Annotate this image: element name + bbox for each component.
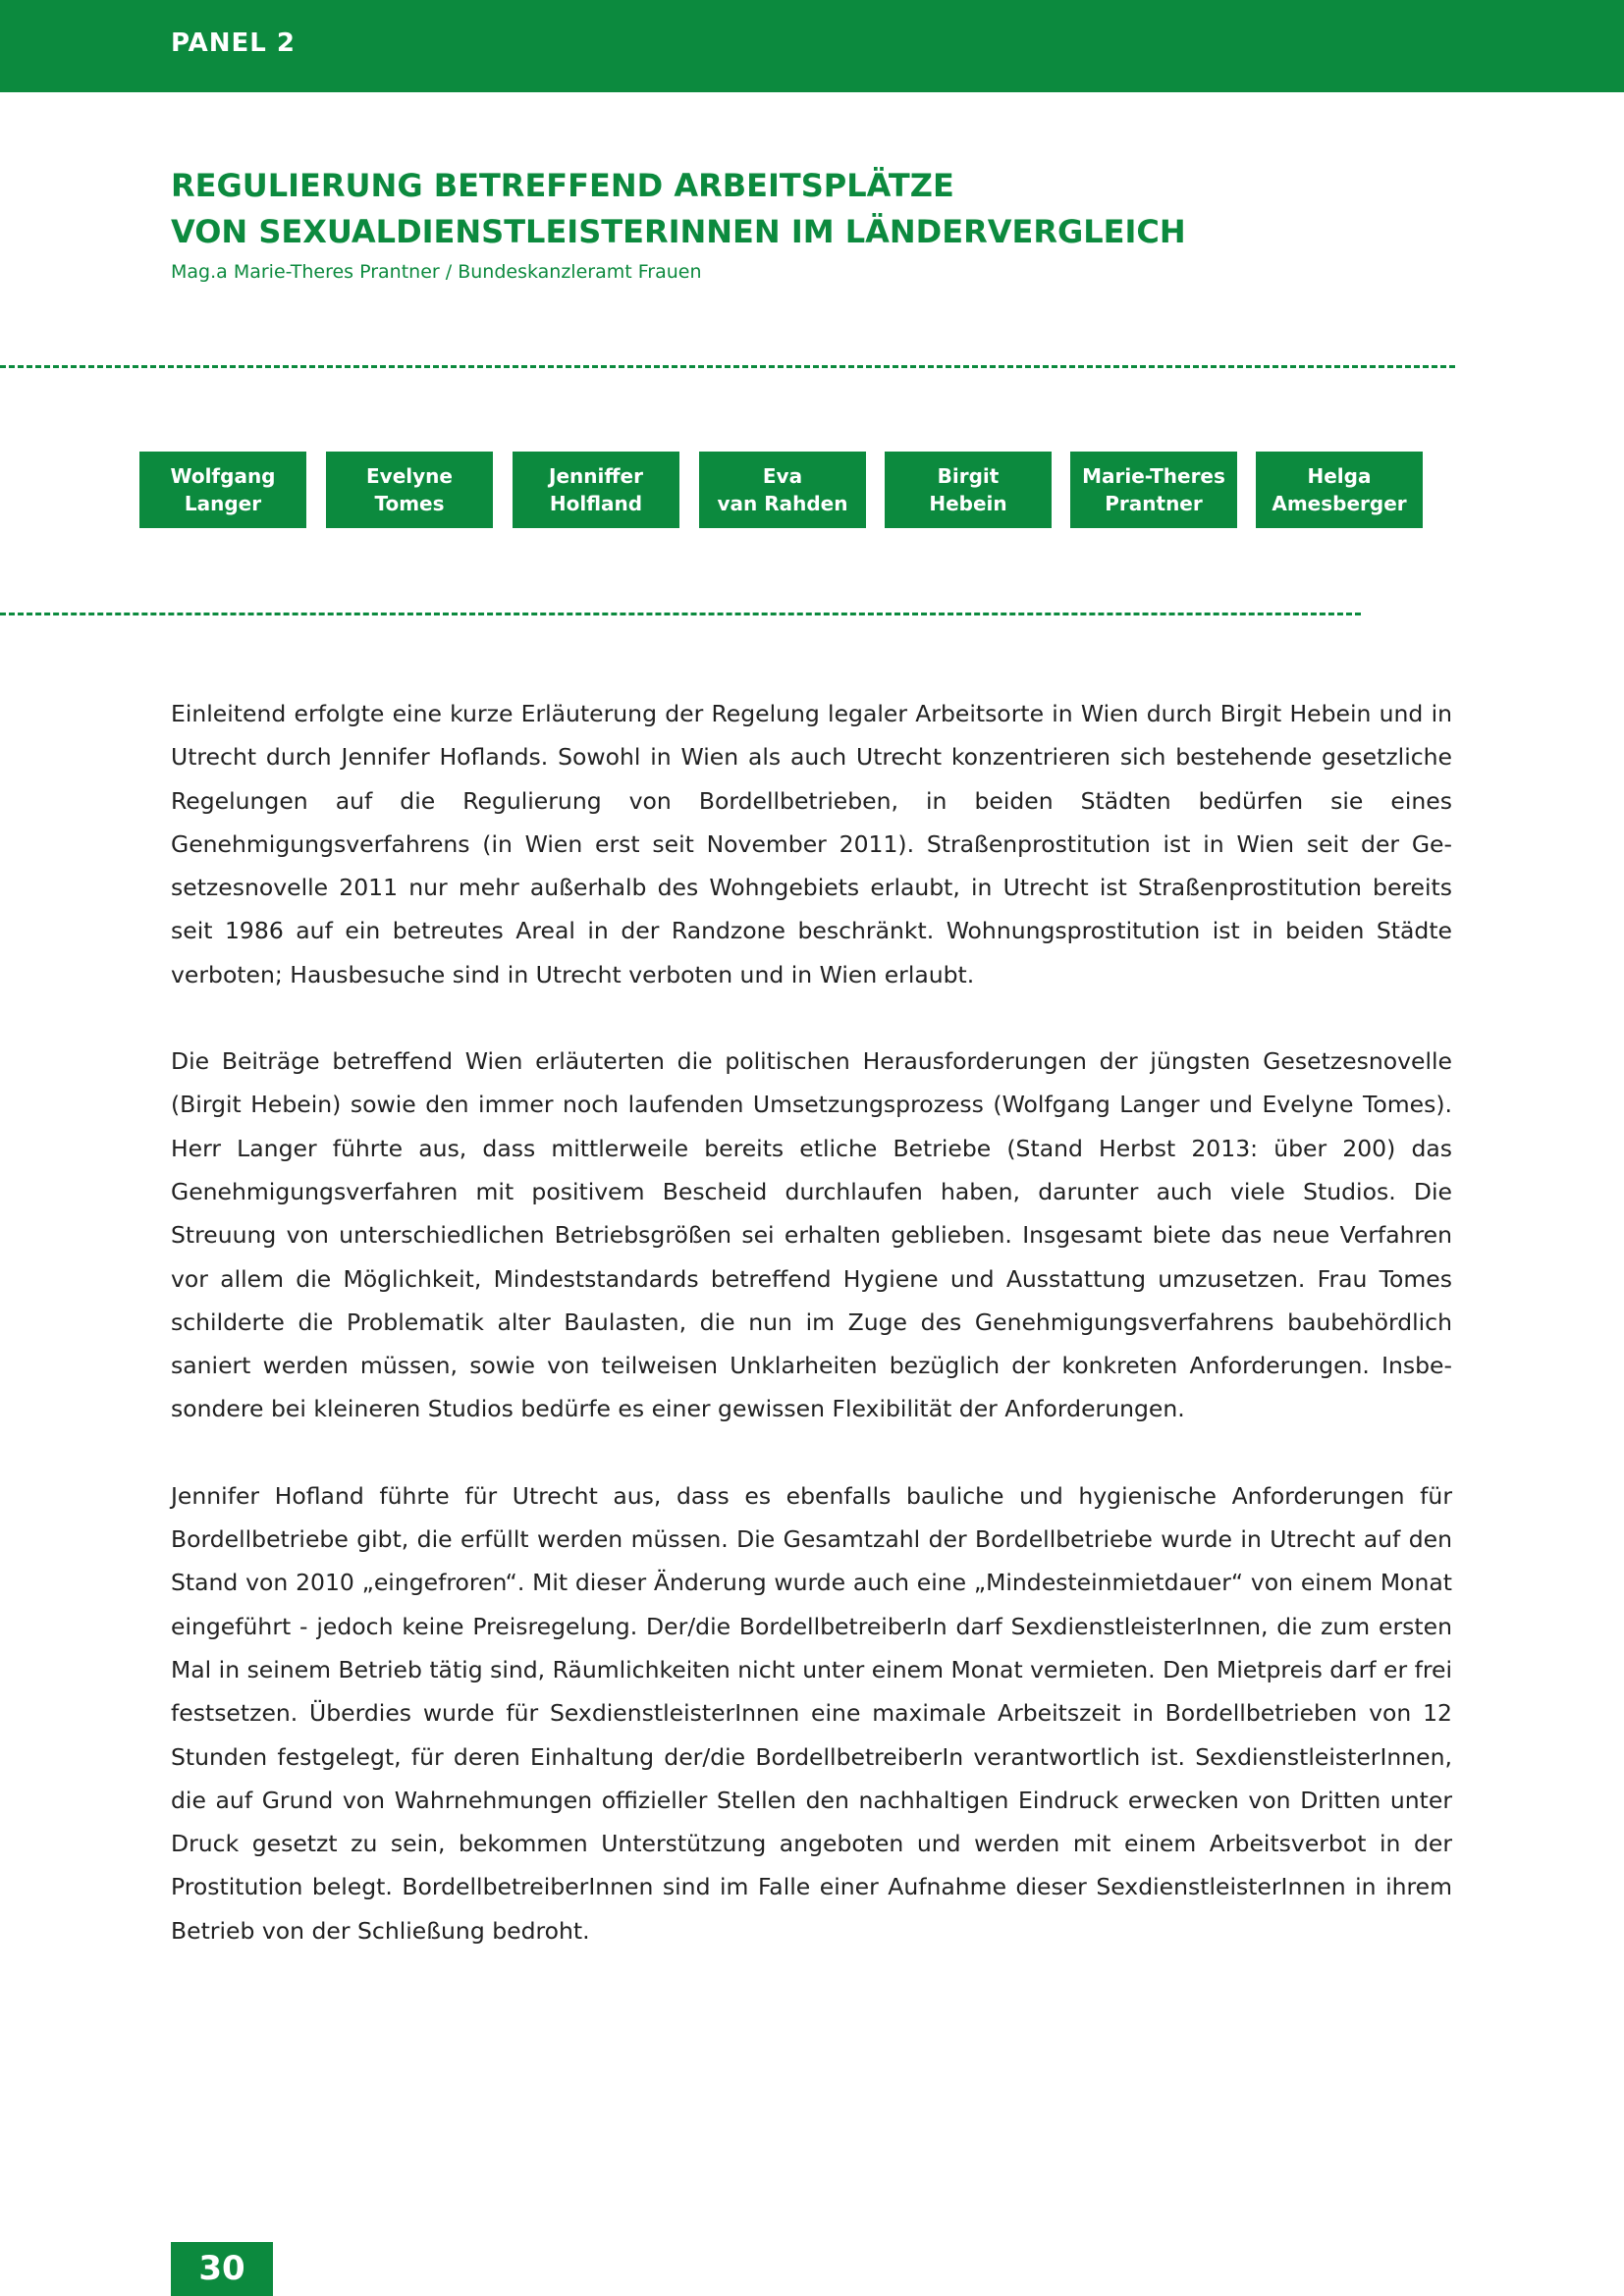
page-number: 30 — [171, 2242, 273, 2296]
speaker-first-name: Eva — [762, 464, 803, 488]
speaker-last-name: Langer — [184, 492, 262, 515]
speaker-last-name: Prantner — [1105, 492, 1203, 515]
page-title — [171, 163, 1447, 255]
speaker-last-name: Holfland — [549, 492, 643, 515]
speaker-badge-holfland — [513, 452, 679, 528]
speaker-first-name: Birgit — [937, 464, 1000, 488]
paragraph: Jennifer Hofland führte für Utrecht aus, dass es ebenfalls bauliche und hygienische Anforderungen für Bordellbetriebe gibt, die erfüllt werden müssen. Die Gesamtzahl der Bordellbetriebe wurde in Utrecht auf den Stand von 2010 „eingefroren“. Mit dieser Änderung wurde auch eine „Mindesteinmietdauer“ von einem Monat eingeführt - jedoch keine Preisregelung. Der/die BordellbetreiberIn darf SexdienstleisterInnen, die zum ersten Mal in seinem Betrieb tätig sind, Räumlichkeiten nicht unter einem Monat vermieten. Den Mietpreis darf er frei festsetzen. Überdies wurde für SexdienstleisterInnen eine maximale Arbeitszeit in Bordellbetrieben von 12 Stunden festgelegt, für deren Einhaltung der/die BordellbetreiberIn verantwortlich ist. SexdienstleisterInnen, die auf Grund von Wahrnehmungen offizieller Stellen den nachhaltigen Eindruck erwecken von Dritten unter Druck gesetzt zu sein, bekommen Unterstützung angeboten und werden mit einem Arbeitsverbot in der Prostitution belegt. BordellbetreiberInnen sind im Falle einer Aufnahme dieser SexdienstleisterInnen in ihrem Betrieb von der Schließung bedroht. — [171, 1481, 1452, 1945]
speaker-first-name: Marie-Theres — [1082, 464, 1225, 488]
speaker-badge-amesberger — [1256, 452, 1423, 528]
body-text — [171, 692, 1452, 1996]
title-line-2: VON SEXUALDIENSTLEISTERINNEN IM LÄNDERVERGLEICH — [171, 213, 1186, 250]
speaker-list — [139, 452, 1426, 528]
title-line-1: REGULIERUNG BETREFFEND ARBEITSPLÄTZE — [171, 167, 954, 204]
speaker-last-name: van Rahden — [717, 492, 848, 515]
speaker-badge-langer — [139, 452, 306, 528]
paragraph: Einleitend erfolgte eine kurze Erläuterung der Regelung legaler Arbeitsorte in Wien durch Birgit Hebein und in Utrecht durch Jennifer Hoflands. Sowohl in Wien als auch Utrecht konzentrieren sich bestehende gesetzliche Regelungen auf die Regulierung von Bordellbetrieben, in beiden Städten bedürfen sie eines Genehmigungsverfahrens (in Wien erst seit November 2011). Straßenprostitution ist in Wien seit der Gesetzesnovelle 2011 nur mehr außerhalb des Wohngebiets erlaubt, in Utrecht ist Straßenprostitution bereits seit 1986 auf ein betreutes Areal in der Randzone beschränkt. Wohnungsprostitution ist in beiden Städte verboten; Hausbesuche sind in Utrecht verboten und in Wien erlaubt. — [171, 700, 1452, 988]
paragraph: Die Beiträge betreffend Wien erläuterten die politischen Herausforderungen der jüngsten Gesetzesnovelle (Birgit Hebein) sowie den immer noch laufenden Umsetzungsprozess (Wolfgang Langer und Evelyne Tomes). Herr Langer führte aus, dass mittlerweile bereits etliche Betriebe (Stand Herbst 2013: über 200) das Genehmigungsverfahren mit positivem Bescheid durchlaufen haben, darunter auch viele Studios. Die Streuung von unterschiedlichen Betriebsgrößen sei erhalten geblieben. Insgesamt biete das neue Verfahren vor allem die Möglichkeit, Mindeststandards betreffend Hygiene und Ausstattung umzusetzen. Frau Tomes schilderte die Problematik alter Baulasten, die nun im Zuge des Genehmigungsverfahrens baubehördlich saniert werden müssen, sowie von teilweisen Unklarheiten bezüglich der konkreten Anforderungen. Insbesondere bei kleineren Studios bedürfe es einer gewissen Flexibilität der Anforderungen. — [171, 1047, 1452, 1423]
speaker-badge-hebein — [885, 452, 1052, 528]
speaker-first-name: Jenniffer — [549, 464, 643, 488]
author-line: Mag.a Marie-Theres Prantner / Bundeskanzleramt Frauen — [171, 261, 702, 283]
speaker-badge-tomes — [326, 452, 493, 528]
speaker-badge-van-rahden — [699, 452, 866, 528]
divider-top — [0, 365, 1455, 368]
speaker-last-name: Hebein — [929, 492, 1007, 515]
speaker-first-name: Helga — [1307, 464, 1372, 488]
speaker-first-name: Wolfgang — [170, 464, 276, 488]
panel-label: PANEL 2 — [171, 28, 297, 58]
speaker-last-name: Amesberger — [1272, 492, 1407, 515]
speaker-first-name: Evelyne — [366, 464, 453, 488]
speaker-badge-prantner — [1070, 452, 1237, 528]
divider-bottom — [0, 613, 1361, 615]
header-bar — [0, 0, 1624, 92]
speaker-last-name: Tomes — [374, 492, 445, 515]
